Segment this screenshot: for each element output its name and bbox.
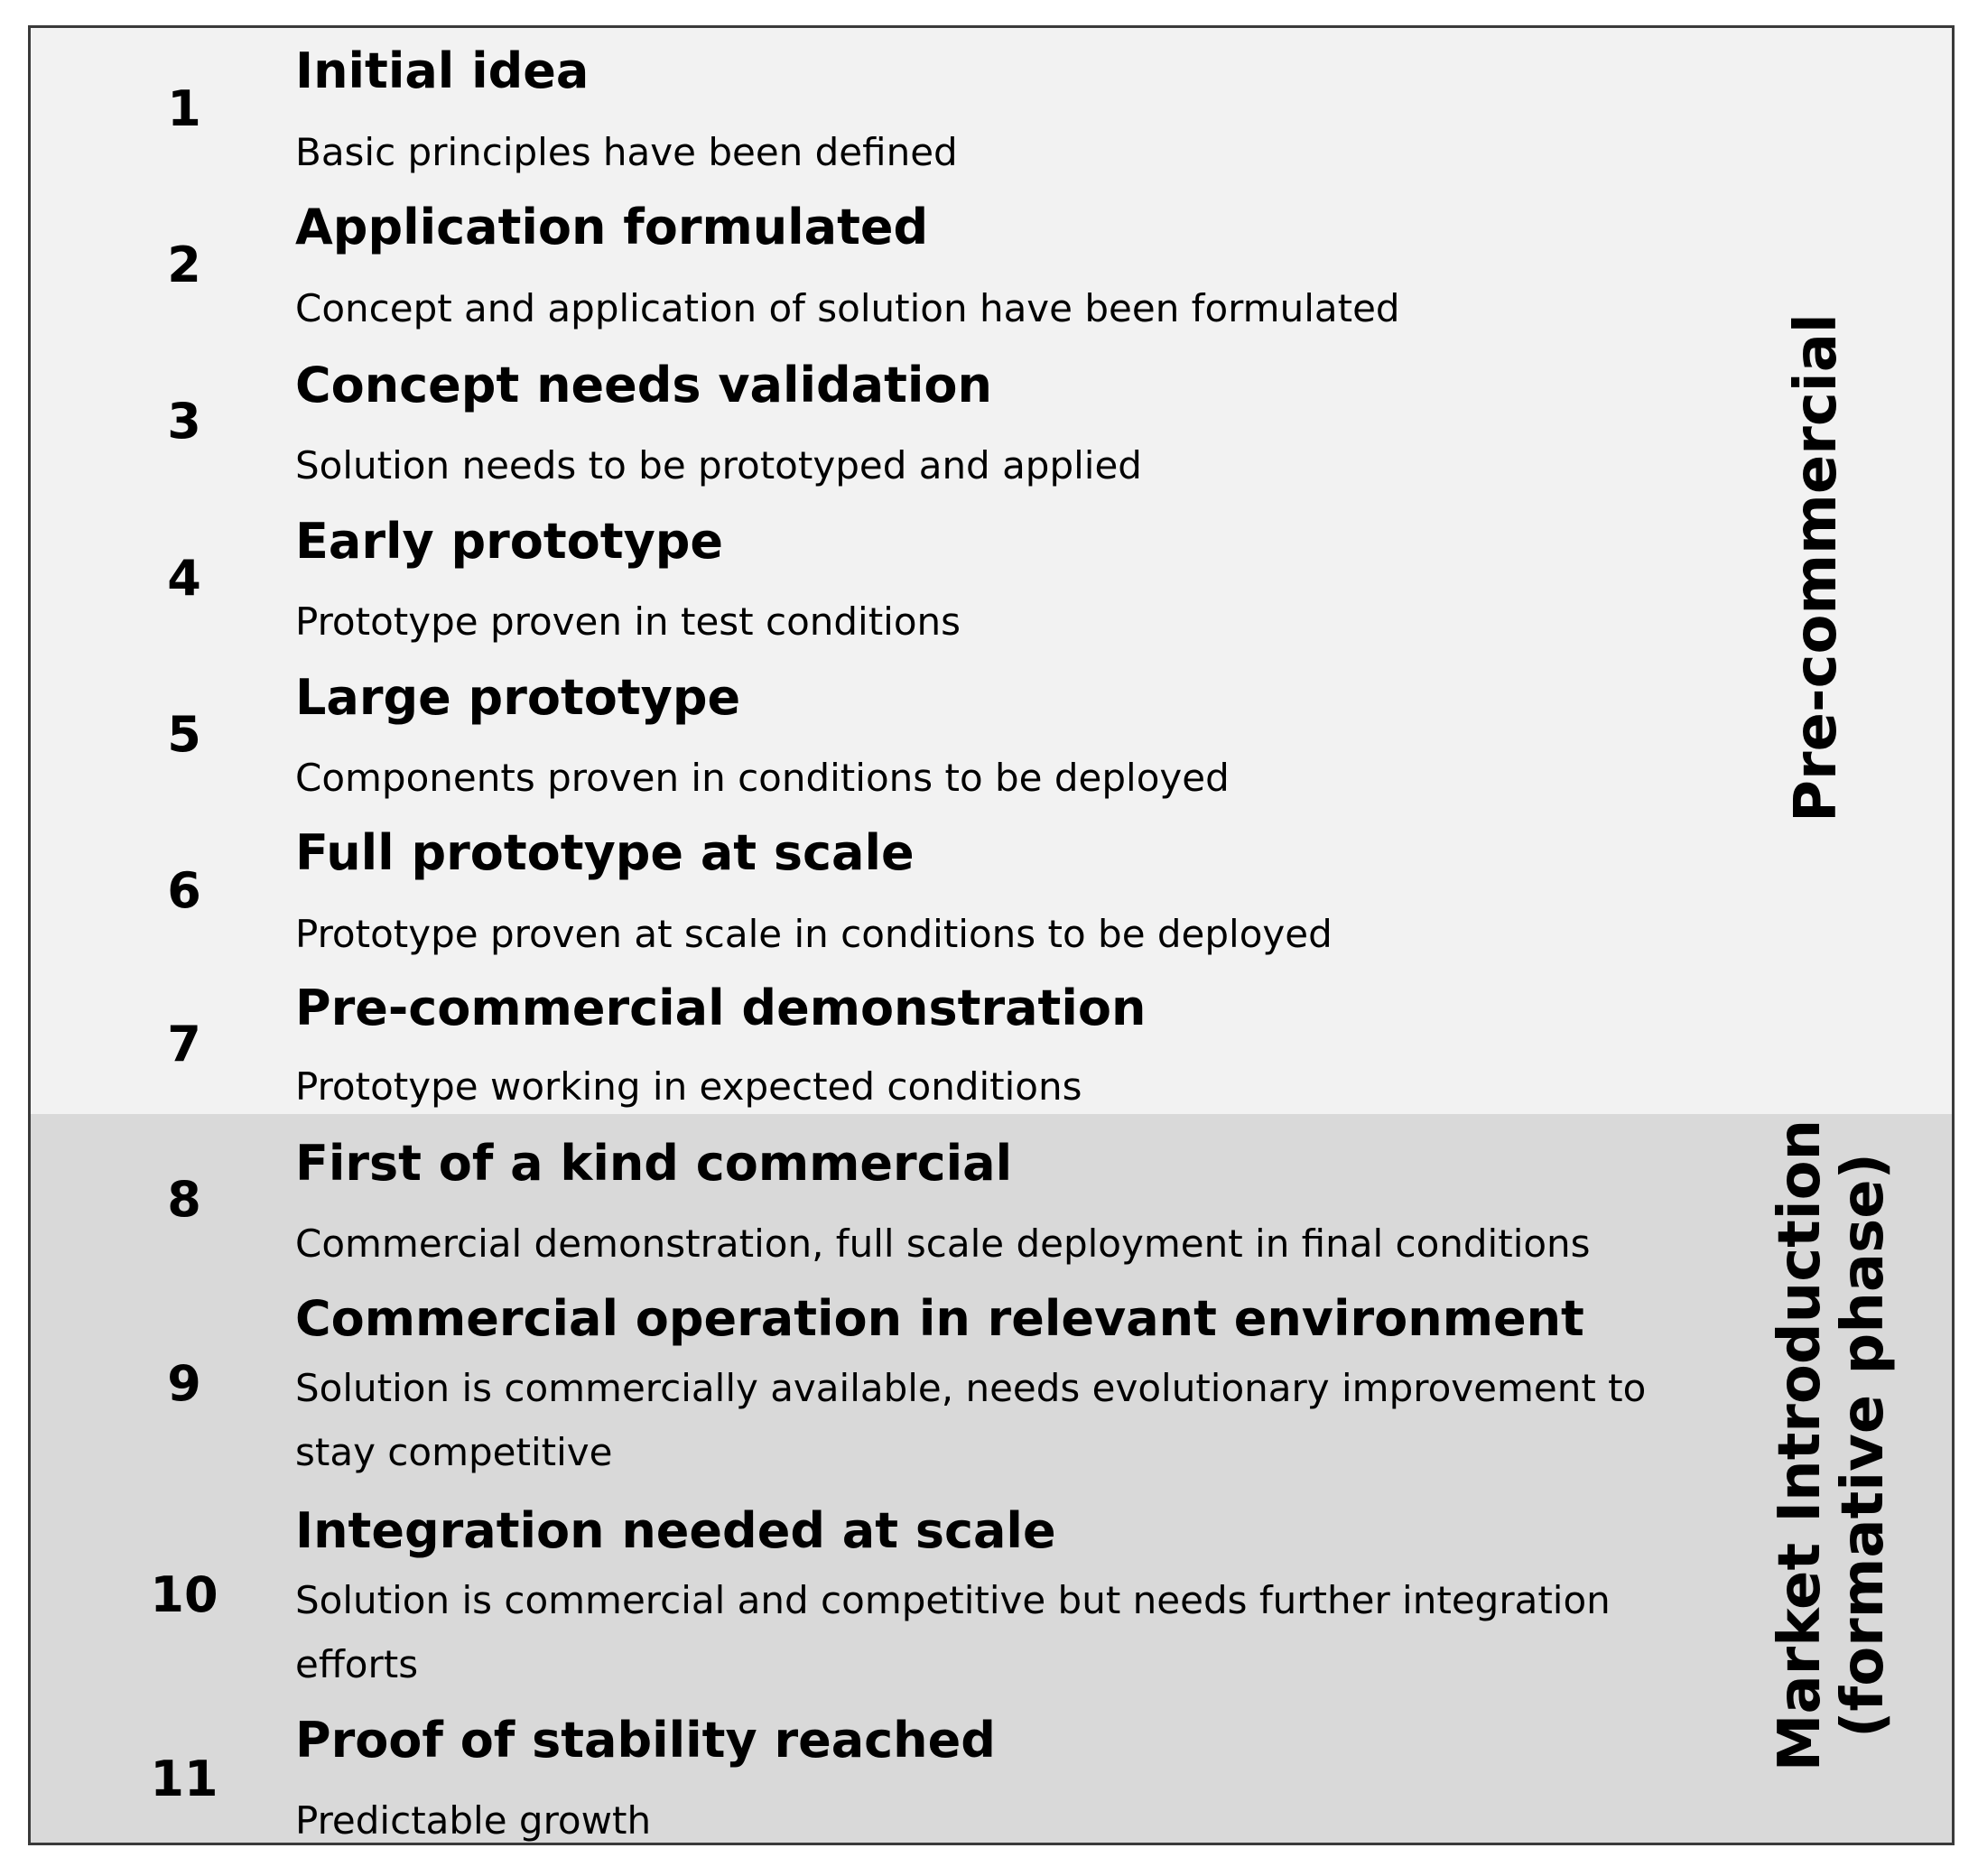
level-description: Prototype proven in test conditions [295, 599, 961, 644]
level-number: 7 [167, 1016, 201, 1073]
level-description: Concept and application of solution have been formulated [295, 286, 1400, 330]
level-title: Commercial operation in relevant environment [295, 1290, 1584, 1347]
level-number: 2 [167, 237, 201, 293]
level-title: Concept needs validation [295, 357, 992, 413]
level-description: Prototype proven at scale in conditions to be deployed [295, 912, 1333, 956]
level-title: Early prototype [295, 513, 724, 570]
level-title: Integration needed at scale [295, 1502, 1056, 1559]
trl-table [28, 25, 1955, 1845]
level-number: 6 [167, 862, 201, 919]
level-title: Full prototype at scale [295, 824, 915, 881]
phase-label-market-introduction [1769, 1119, 1895, 1771]
level-title: Pre-commercial demonstration [295, 980, 1147, 1036]
level-description: Solution is commercially available, needs evolutionary improvement to stay competitive [295, 1366, 1647, 1474]
level-number: 5 [167, 706, 201, 763]
level-description: Commercial demonstration, full scale deployment in final conditions [295, 1221, 1591, 1266]
level-number: 9 [167, 1355, 201, 1412]
level-description: Solution is commercial and competitive but needs further integration efforts [295, 1578, 1611, 1686]
level-title: Large prototype [295, 669, 741, 726]
level-title: Initial idea [295, 42, 590, 99]
level-description: Solution needs to be prototyped and applied [295, 443, 1142, 488]
level-description: Predictable growth [295, 1798, 652, 1843]
level-number: 1 [167, 80, 201, 137]
phase-label-pre-commercial: Pre-commercial [1783, 313, 1850, 822]
level-number: 11 [150, 1751, 218, 1807]
level-description: Prototype working in expected conditions [295, 1064, 1082, 1109]
phase-label-market-line1: Market Introduction [1767, 1119, 1834, 1772]
level-title: Application formulated [295, 199, 929, 255]
level-title: First of a kind commercial [295, 1135, 1013, 1192]
level-description: Components proven in conditions to be deployed [295, 756, 1230, 800]
level-number: 8 [167, 1171, 201, 1228]
level-number: 10 [150, 1566, 218, 1623]
level-number: 4 [167, 550, 201, 607]
level-description: Basic principles have been defined [295, 130, 958, 174]
level-title: Proof of stability reached [295, 1712, 996, 1769]
level-number: 3 [167, 393, 201, 450]
phase-label-market-line2: (formative phase) [1830, 1153, 1897, 1738]
